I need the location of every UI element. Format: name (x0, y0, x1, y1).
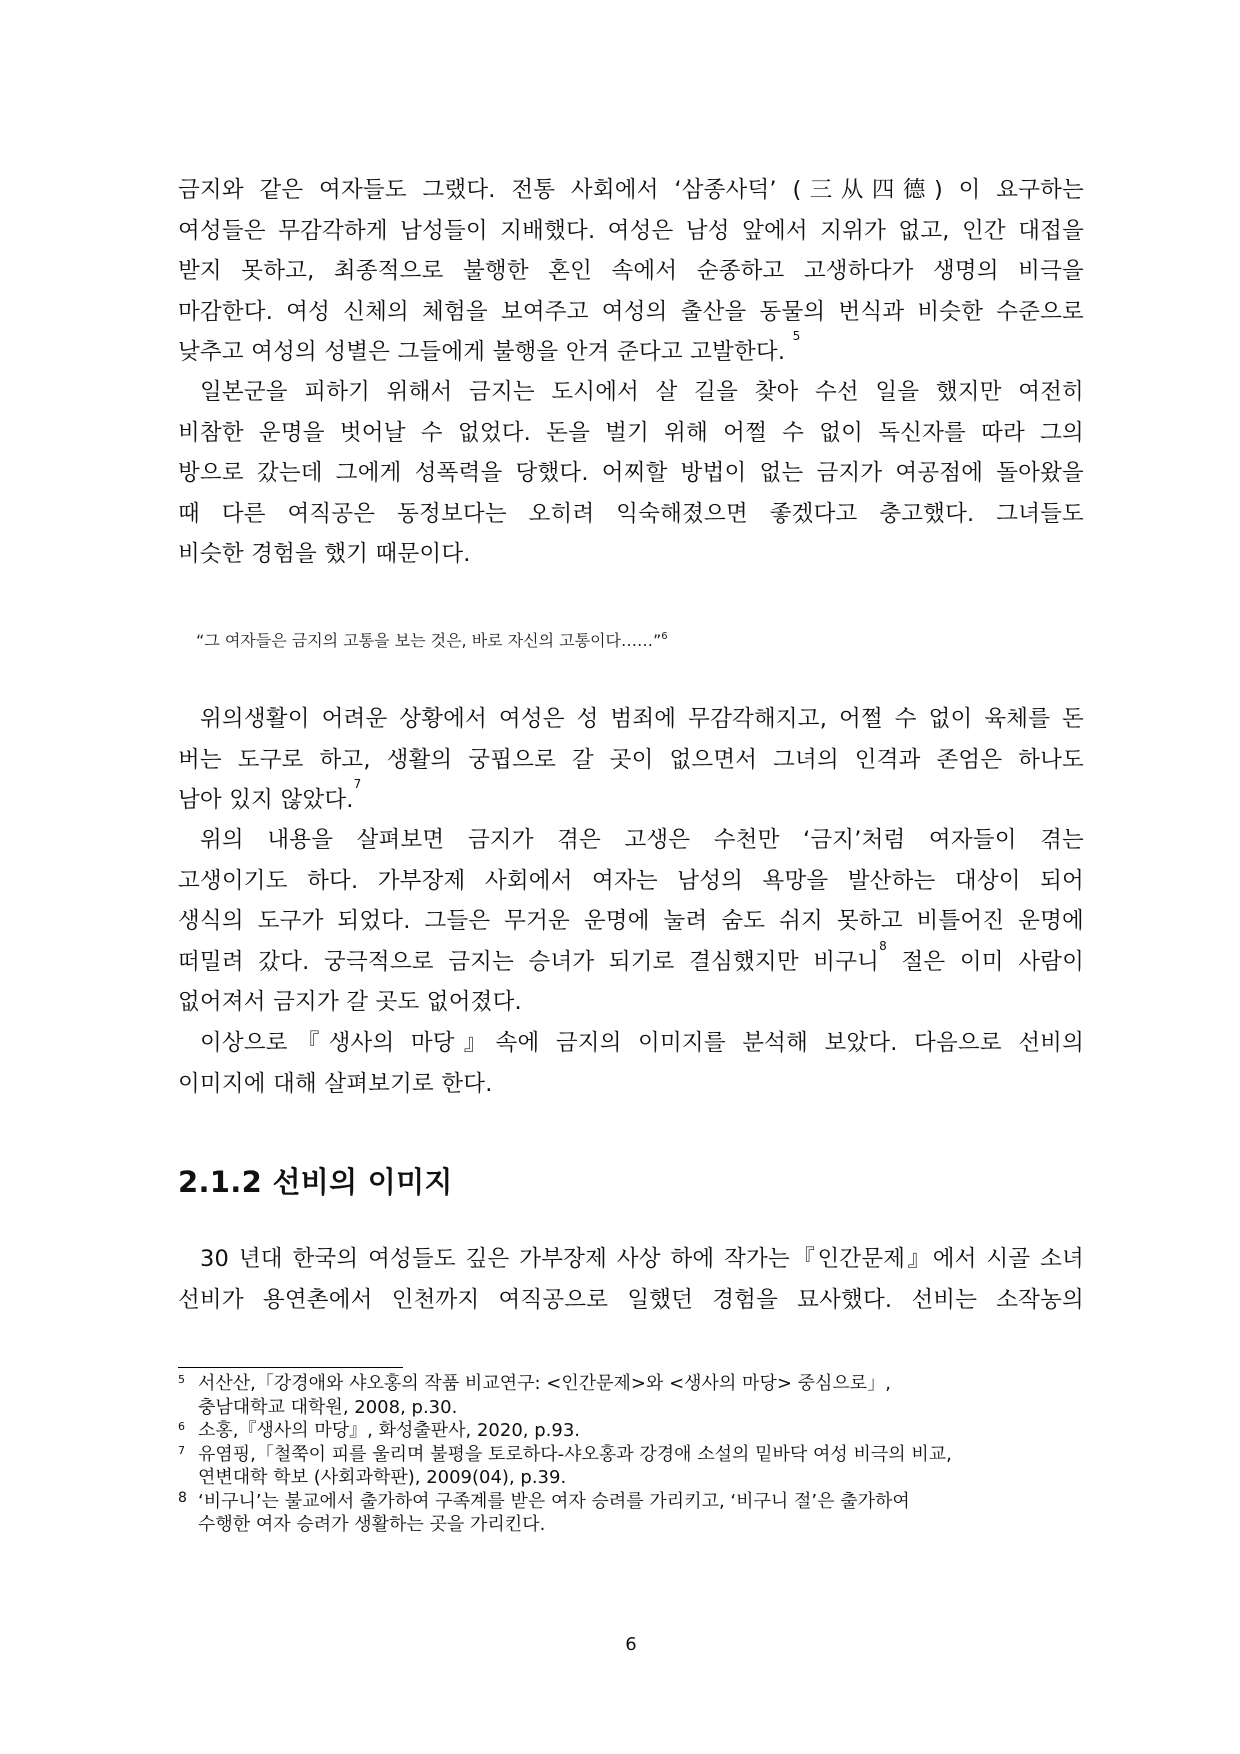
footnote-7 (178, 1443, 1084, 1490)
text-segment: 떠밀려 갔다. 궁극적으로 금지는 승녀가 되기로 결심했지만 비구니 (178, 948, 880, 975)
text-line: 이미지에 대해 살펴보기로 한다. (178, 1070, 493, 1097)
text-line: 금지와 같은 여자들도 그랬다. 전통 사회에서 ‘삼종사덕’ (三从四德) 이 요구하는 (178, 177, 1084, 203)
footnote-line: 연변대학 학보 (사회과학판), 2009(04), p.39. (198, 1467, 567, 1488)
block-quote (196, 629, 668, 653)
footnote-8 (178, 1490, 1084, 1537)
footnote-number: 6 (178, 1420, 185, 1433)
paragraph-1 (178, 170, 1084, 373)
footnote-number: 8 (178, 1489, 187, 1506)
text-segment: 낮추고 여성의 성별은 그들에게 불행을 안겨 준다고 고발한다. (178, 339, 786, 365)
text-line: 버는 도구로 하고, 생활의 궁핍으로 갈 곳이 없으면서 그녀의 인격과 존엄은 하나도 (178, 746, 1084, 773)
footnote-6 (178, 1419, 1084, 1443)
text-line (178, 777, 1084, 821)
text-segment: 절은 이미 사람이 (886, 948, 1084, 975)
text-line: 방으로 갔는데 그에게 성폭력을 당했다. 어찌할 방법이 없는 금지가 여공점에 돌아왔을 (178, 460, 1084, 486)
footnote-ref[interactable]: 6 (661, 631, 668, 642)
text-line (178, 329, 1084, 373)
text-line: 여성들은 무감각하게 남성들이 지배했다. 여성은 남성 앞에서 지위가 없고, 인간 대접을 (178, 217, 1084, 244)
text-line: 위의 내용을 살펴보면 금지가 겪은 고생은 수천만 ‘금지’처럼 여자들이 겪는 (200, 827, 1084, 853)
text-line: 고생이기도 하다. 가부장제 사회에서 여자는 남성의 욕망을 발산하는 대상이 되어 (178, 867, 1084, 894)
footnote-number: 7 (178, 1443, 185, 1457)
footnote-line: 소홍,『생사의 마당』, 화성출판사, 2020, p.93. (198, 1420, 581, 1441)
footnotes (178, 1372, 1084, 1537)
page-number: 6 (625, 1634, 637, 1655)
text-line: 선비가 용연촌에서 인천까지 여직공으로 일했던 경험을 묘사했다. 선비는 소작농의 (178, 1286, 1084, 1313)
text-line: 일본군을 피하기 위해서 금지는 도시에서 살 길을 찾아 수선 일을 했지만 여전히 (200, 379, 1084, 405)
footnote-ref[interactable]: 7 (353, 777, 362, 791)
footnote-ref[interactable]: 8 (879, 938, 887, 953)
text-segment: 남아 있지 않았다. (178, 787, 354, 813)
footnote-separator (178, 1367, 403, 1368)
footnote-ref[interactable]: 5 (792, 329, 801, 343)
text-line: 이상으로『생사의 마당』속에 금지의 이미지를 분석해 보았다. 다음으로 선비의 (200, 1030, 1084, 1056)
text-line: 생식의 도구가 되었다. 그들은 무거운 운명에 눌려 숨도 쉬지 못하고 비틀어진 운명에 (178, 908, 1084, 934)
text-line: 때 다른 여직공은 동정보다는 오히려 익숙해졌으면 좋겠다고 충고했다. 그녀들도 (178, 500, 1084, 527)
text-line: 마감한다. 여성 신체의 체험을 보여주고 여성의 출산을 동물의 번식과 비슷한 수준으로 (178, 298, 1084, 325)
text-line: 30 년대 한국의 여성들도 깊은 가부장제 사상 하에 작가는『인간문제』에서 시골 소녀 (200, 1246, 1084, 1272)
paragraph-2 (178, 372, 1084, 575)
text-line: 비참한 운명을 벗어날 수 없었다. 돈을 벌기 위해 어쩔 수 없이 독신자를 따라 그의 (178, 419, 1084, 446)
footnote-line: 충남대학교 대학원, 2008, p.30. (198, 1396, 458, 1418)
footnote-number: 5 (178, 1373, 185, 1386)
paragraph-3 (178, 699, 1084, 821)
paragraph-6 (178, 1239, 1084, 1320)
section-heading: 2.1.2 선비의 이미지 (178, 1165, 453, 1199)
footnote-line: 유염핑,「철쭉이 피를 울리며 불평을 토로하다-샤오홍과 강경애 소설의 밑바닥 여성 비극의 비교, (198, 1443, 952, 1465)
text-line: 받지 못하고, 최종적으로 불행한 혼인 속에서 순종하고 고생하다가 생명의 비극을 (178, 258, 1084, 284)
document-page (178, 0, 1084, 1754)
quote-text: “그 여자들은 금지의 고통을 보는 것은, 바로 자신의 고통이다……” (196, 631, 662, 650)
text-line (178, 938, 1084, 983)
footnote-line: 수행한 여자 승려가 생활하는 곳을 가리킨다. (198, 1514, 546, 1535)
paragraph-4 (178, 820, 1084, 1023)
footnote-5 (178, 1372, 1084, 1419)
footnote-line: 서산산,「강경애와 샤오홍의 작품 비교연구: <인간문제>와 <생사의 마당> 중심으로」, (198, 1373, 891, 1394)
footnote-line: ‘비구니’는 불교에서 출가하여 구족계를 받은 여자 승려를 가리키고, ‘비구니 절’은 출가하여 (198, 1490, 910, 1512)
text-line: 비슷한 경험을 했기 때문이다. (178, 541, 471, 567)
text-line: 위의생활이 어려운 상황에서 여성은 성 범죄에 무감각해지고, 어쩔 수 없이 육체를 돈 (200, 706, 1084, 732)
paragraph-5 (178, 1023, 1084, 1104)
text-line: 없어져서 금지가 갈 곳도 없어졌다. (178, 989, 522, 1015)
